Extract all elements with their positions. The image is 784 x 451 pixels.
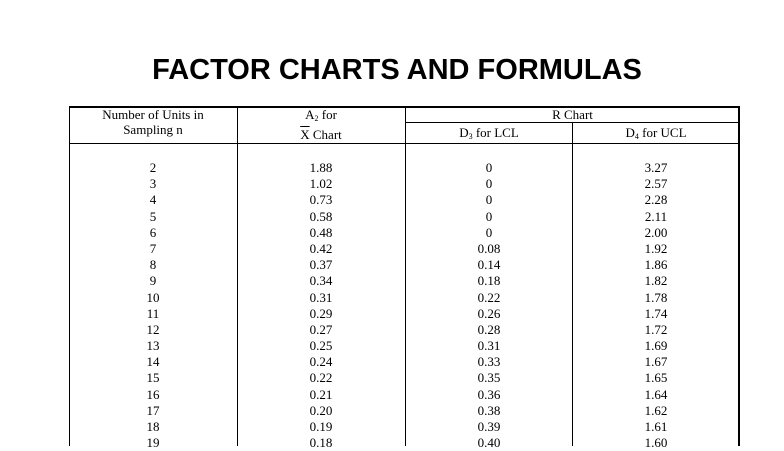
table-cell: 17 (146, 402, 160, 418)
table-cell: 6 (149, 224, 157, 240)
table-cell: 0.22 (477, 289, 501, 305)
header-sample-size: Number of Units in Sampling n (102, 107, 204, 137)
table-cell: 19 (146, 435, 160, 451)
table-cell: 0.39 (477, 419, 501, 434)
table-cell: 0.08 (477, 240, 501, 256)
x-bar-symbol: $\overline{X}$ (300, 127, 310, 142)
table-cell: 0 (485, 160, 493, 175)
column-a2 (237, 160, 405, 451)
table-cell: 0.18 (477, 273, 501, 289)
table-cell: 0.37 (309, 257, 333, 273)
header-divider (405, 122, 740, 123)
table-cell: 10 (146, 289, 160, 305)
table-cell: 0.40 (477, 435, 501, 451)
table-cell: 0 (485, 192, 493, 208)
table-cell: 0.35 (477, 370, 501, 386)
table-cell: 3.27 (644, 160, 668, 175)
table-cell: 14 (146, 354, 160, 370)
table-cell: 0.42 (309, 240, 333, 256)
table-cell: 1.82 (644, 273, 668, 289)
table-cell: 0.20 (309, 402, 333, 418)
table-cell: 1.02 (309, 176, 333, 192)
table-cell: 0 (485, 176, 493, 192)
table-cell: 0.73 (309, 192, 333, 208)
table-cell: 0.31 (309, 289, 333, 305)
header-d4: $D_4$ for UCL (625, 125, 687, 141)
column-d3 (405, 160, 573, 451)
table-cell: 9 (149, 273, 157, 289)
table-cell: 0.58 (309, 208, 333, 224)
table-cell: 0.38 (477, 402, 501, 418)
table-cell: 7 (149, 240, 157, 256)
table-cell: 0 (485, 208, 493, 224)
header-r-chart: R Chart (552, 107, 593, 122)
table-cell: 1.64 (644, 386, 668, 402)
table-cell: 0.33 (477, 354, 501, 370)
table-cell: 0.24 (309, 354, 333, 370)
table-cell: 13 (146, 338, 160, 354)
table-cell: 1.88 (309, 160, 333, 175)
table-cell: 0.31 (477, 338, 501, 354)
table-cell: 0.28 (477, 321, 501, 337)
table-cell: 18 (146, 419, 160, 434)
table-cell: 0.34 (309, 273, 333, 289)
table-cell: 0.14 (477, 257, 501, 273)
table-cell: 0.19 (309, 419, 333, 434)
table-cell: 0.21 (309, 386, 333, 402)
table-cell: 5 (149, 208, 157, 224)
table-cell: 1.60 (644, 435, 668, 451)
table-cell: 2.57 (644, 176, 668, 192)
table-cell: 2.00 (644, 224, 668, 240)
table-cell: 0.25 (309, 338, 333, 354)
table-cell: 0.36 (477, 386, 501, 402)
page-title: FACTOR CHARTS AND FORMULAS (152, 54, 642, 86)
column-n (69, 160, 237, 451)
table-cell: 2.28 (644, 192, 668, 208)
table-cell: 0.29 (309, 305, 333, 321)
table-cell: 1.62 (644, 402, 668, 418)
table-cell: 3 (149, 176, 157, 192)
table-cell: 12 (146, 321, 160, 337)
table-cell: 8 (149, 257, 157, 273)
table-cell: 1.65 (644, 370, 668, 386)
table-cell: 2.11 (644, 208, 668, 224)
table-cell: 15 (146, 370, 160, 386)
table-cell: 1.78 (644, 289, 668, 305)
header-bottom-border (69, 143, 740, 144)
table-cell: 1.92 (644, 240, 668, 256)
table-cell: 2 (149, 160, 157, 175)
column-d4 (572, 160, 740, 451)
table-cell: 0.22 (309, 370, 333, 386)
table-cell: 0 (485, 224, 493, 240)
table-cell: 0.27 (309, 321, 333, 337)
table-cell: 0.48 (309, 224, 333, 240)
header-d3: $D_3$ for LCL (459, 125, 519, 141)
table-cell: 1.74 (644, 305, 668, 321)
table-cell: 1.86 (644, 257, 668, 273)
header-a2: $A_2$ for $\overline{X}$ Chart (300, 107, 342, 142)
table-cell: 0.18 (309, 435, 333, 451)
table-cell: 16 (146, 386, 160, 402)
table-cell: 1.67 (644, 354, 668, 370)
table-cell: 11 (146, 305, 160, 321)
table-cell: 1.61 (644, 419, 668, 434)
table-cell: 1.72 (644, 321, 668, 337)
table-cell: 1.69 (644, 338, 668, 354)
table-cell: 0.26 (477, 305, 501, 321)
table-cell: 4 (149, 192, 157, 208)
